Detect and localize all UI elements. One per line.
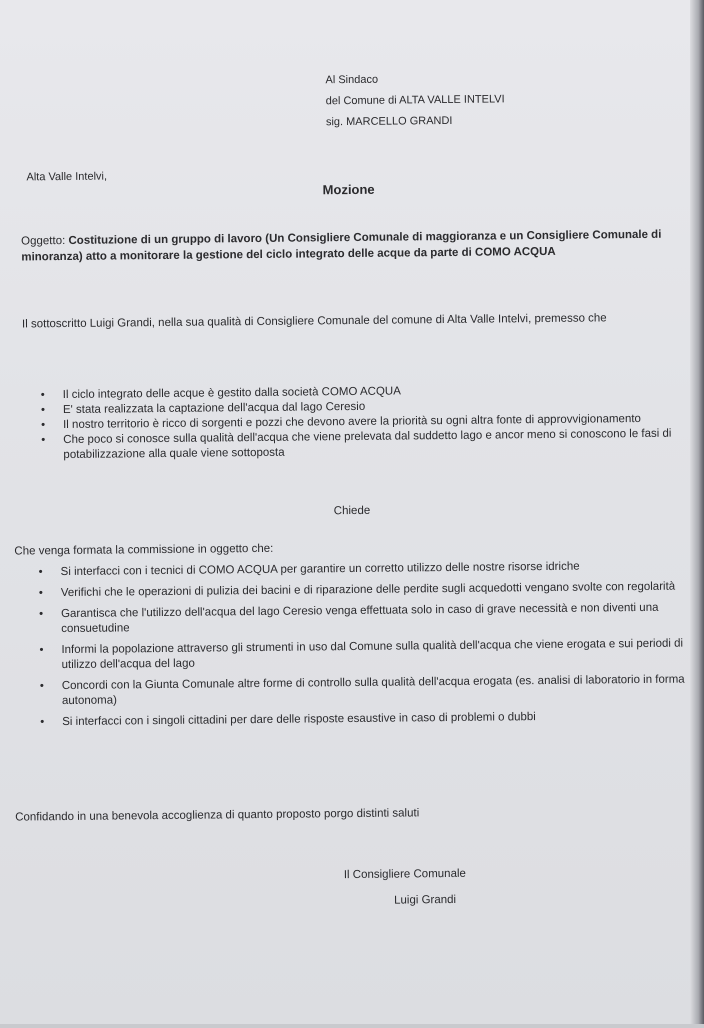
request-item: • Si interfacci con i tecnici di COMO ACQUA per garantire un corretto utilizzo delle nostre risorse idriche	[31, 558, 704, 580]
addressee-line-2: del Comune di ALTA VALLE INTELVI	[325, 93, 505, 108]
signature-name: Luigi Grandi	[394, 893, 457, 907]
chiede-heading: Chiede	[333, 504, 371, 518]
premise-item: • Il ciclo integrato delle acque è gestito dalla società COMO ACQUA	[33, 382, 683, 404]
signature-role: Il Consigliere Comunale	[343, 867, 466, 882]
premise-item: • Che poco si conosce sulla qualità dell'acqua che viene prelevata dal suddetto lago e ancor meno si conoscono le fasi di potabilizzazione alla quale viene sottoposta	[33, 427, 683, 464]
premises-list	[33, 382, 684, 464]
request-item: • Garantisca che l'utilizzo dell'acqua del lago Ceresio venga effettuata solo in caso di grave necessità e non diventi una consuetudine	[31, 600, 704, 637]
request-intro: Che venga formata la commissione in oggetto che:	[14, 542, 274, 558]
intro-paragraph: Il sottoscritto Luigi Grandi, nella sua qualità di Consigliere Comunale del comune di Alta Valle Intelvi, premesso che	[21, 312, 607, 331]
addressee-line-1: Al Sindaco	[325, 73, 379, 87]
subject-paragraph	[21, 227, 671, 266]
request-item: • Concordi con la Giunta Comunale altre forme di controllo sulla qualità dell'acqua erogata (es. analisi di laboratorio in forma autonoma)	[32, 672, 704, 709]
subject-label: Oggetto:	[21, 234, 66, 248]
request-item: • Informi la popolazione attraverso gli strumenti in uso dal Comune sulla qualità dell'acqua che viene erogata e sui periodi di utilizzo dell'acqua del lago	[31, 636, 704, 673]
premise-item: • Il nostro territorio è ricco di sorgenti e pozzi che devono avere la priorità su ogni altra fonte di approvvigionamento	[33, 412, 683, 434]
request-item: • Verifichi che le operazioni di pulizia dei bacini e di riparazione delle perdite sugli acquedotti vengano svolte con regolarità	[31, 579, 704, 601]
premise-item: • E' stata realizzata la captazione dell'acqua dal lago Ceresio	[33, 397, 683, 419]
requests-list	[31, 558, 704, 736]
subject-text: Costituzione di un gruppo di lavoro (Un Consigliere Comunale di maggioranza e un Consigliere Comunale di minoranza) atto a monitorare la gestione del ciclo integrato delle acque da parte di COMO ACQUA	[21, 228, 662, 264]
request-item: • Si interfacci con i singoli cittadini per dare delle risposte esaustive in caso di problemi o dubbi	[32, 708, 704, 730]
document-title: Mozione	[322, 181, 375, 198]
signature-block	[344, 861, 467, 914]
closing-line: Confidando in una benevola accoglienza di quanto proposto porgo distinti saluti	[15, 807, 420, 824]
addressee-line-3: sig. MARCELLO GRANDI	[325, 114, 453, 129]
place-line: Alta Valle Intelvi,	[26, 170, 108, 184]
addressee-block	[325, 68, 505, 133]
